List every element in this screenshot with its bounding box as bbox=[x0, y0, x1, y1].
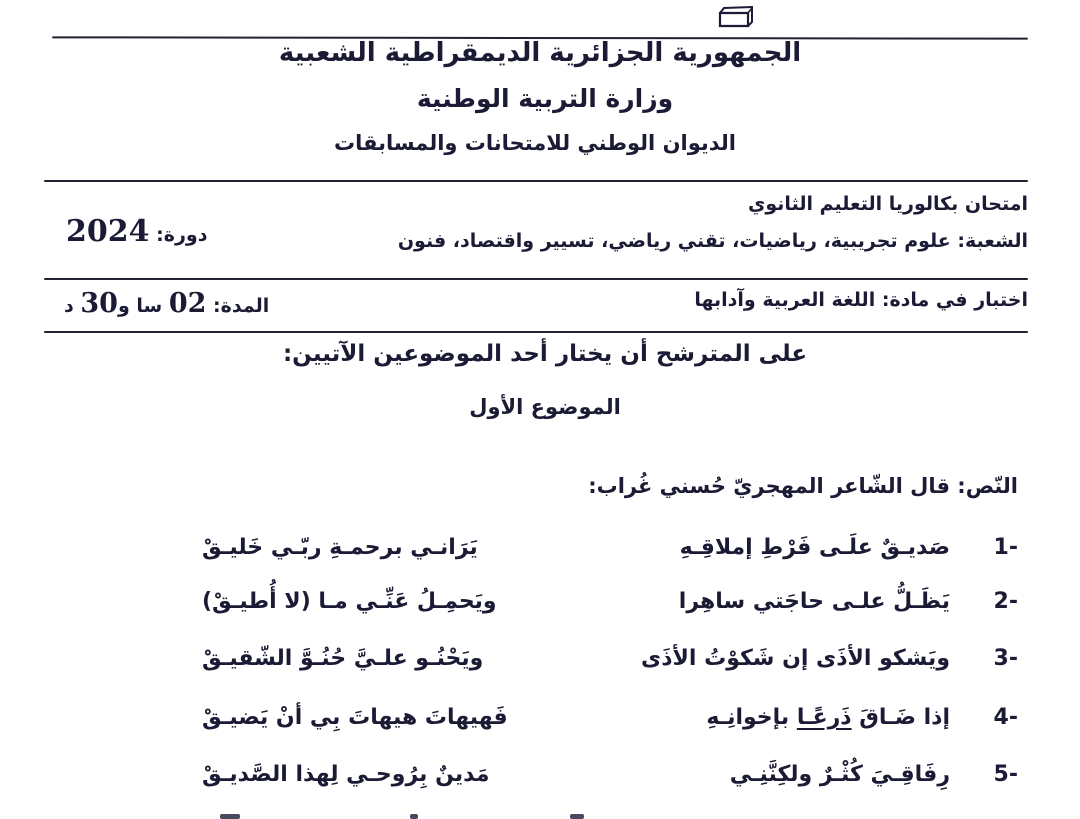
branches-line bbox=[398, 230, 1028, 252]
duration-label: المدة: bbox=[213, 295, 270, 317]
verse-first-hemistich: يَظَـلُّ علـى حاجَتي ساهِرا bbox=[678, 589, 950, 614]
exam-title: امتحان بكالوريا التعليم الثانوي bbox=[747, 193, 1028, 215]
duration-hours-unit: سا و bbox=[117, 295, 163, 317]
divider-header bbox=[44, 180, 1028, 182]
verse-number: 3- bbox=[993, 646, 1018, 671]
branches-label: الشعبة: bbox=[957, 230, 1028, 252]
ministry-title: وزارة التربية الوطنية bbox=[416, 84, 674, 113]
verse-first-hemistich: رِفَاقِـيَ كُثْـرٌ ولكِنَّنِـي bbox=[729, 762, 950, 787]
verse-first-hemistich: صَديـقٌ علَـى فَرْطِ إملاقِـهِ bbox=[679, 535, 950, 560]
subject-label: اختبار في مادة: bbox=[881, 289, 1028, 311]
verse-row bbox=[0, 589, 1080, 629]
session-label: دورة: bbox=[156, 224, 208, 246]
subject-line bbox=[694, 289, 1028, 311]
verse-number: 4- bbox=[993, 705, 1018, 730]
verse-second-hemistich: ويَحمِـلُ عَنِّـي مـا (لا أُطيـقْ) bbox=[202, 589, 497, 614]
verse-number: 1- bbox=[993, 535, 1018, 560]
verse-second-hemistich: يَرَانـي برحمـةِ ربّـي خَليـقْ bbox=[202, 535, 478, 560]
subject-value: اللغة العربية وآدابها bbox=[694, 289, 876, 311]
cropped-next-verse bbox=[150, 812, 1010, 819]
country-title: الجمهورية الجزائرية الديمقراطية الشعبية bbox=[278, 38, 802, 68]
duration-minutes: 30 bbox=[80, 288, 118, 319]
verse-text: إذا ضَـاقَ bbox=[851, 705, 950, 730]
session-year: 2024 bbox=[66, 214, 150, 249]
verse-first-hemistich bbox=[706, 705, 950, 730]
divider-subject bbox=[44, 331, 1028, 333]
verse-first-hemistich: ويَشكو الأذَى إن شَكوْتُ الأذَى bbox=[641, 646, 950, 671]
verse-row bbox=[0, 646, 1080, 686]
verse-row bbox=[0, 535, 1080, 575]
verse-second-hemistich: ويَحْنُـو علـيَّ حُنُـوَّ الشّقيـقْ bbox=[202, 646, 484, 671]
verse-second-hemistich: مَدينٌ بِرُوحـي لِهذا الصَّديـقْ bbox=[202, 762, 490, 787]
verse-second-hemistich: فَهيهاتَ هيهاتَ بِي أنْ يَضيـقْ bbox=[202, 705, 508, 730]
text-intro: النّص: قال الشّاعر المهجريّ حُسني غُراب: bbox=[588, 474, 1018, 498]
branches-value: علوم تجريبية، رياضيات، تقني رياضي، تسيير واقتصاد، فنون bbox=[397, 230, 951, 252]
underlined-word: ذَرعًـا bbox=[796, 705, 852, 730]
verse-number: 5- bbox=[993, 762, 1018, 787]
choose-instruction: على المترشح أن يختار أحد الموضوعين الآتيين: bbox=[282, 341, 808, 367]
folder-icon bbox=[717, 4, 755, 28]
verse-number: 2- bbox=[993, 589, 1018, 614]
verse-row bbox=[0, 705, 1080, 745]
session-line bbox=[66, 214, 207, 249]
divider-branches bbox=[44, 278, 1028, 280]
duration-minutes-unit: د bbox=[64, 295, 74, 317]
topic-title: الموضوع الأول bbox=[469, 395, 621, 419]
verse-row bbox=[0, 762, 1080, 802]
verse-text: بإخوانِـهِ bbox=[706, 705, 797, 730]
duration-line bbox=[64, 288, 269, 319]
duration-hours: 02 bbox=[168, 288, 207, 319]
office-title: الديوان الوطني للامتحانات والمسابقات bbox=[334, 131, 736, 155]
